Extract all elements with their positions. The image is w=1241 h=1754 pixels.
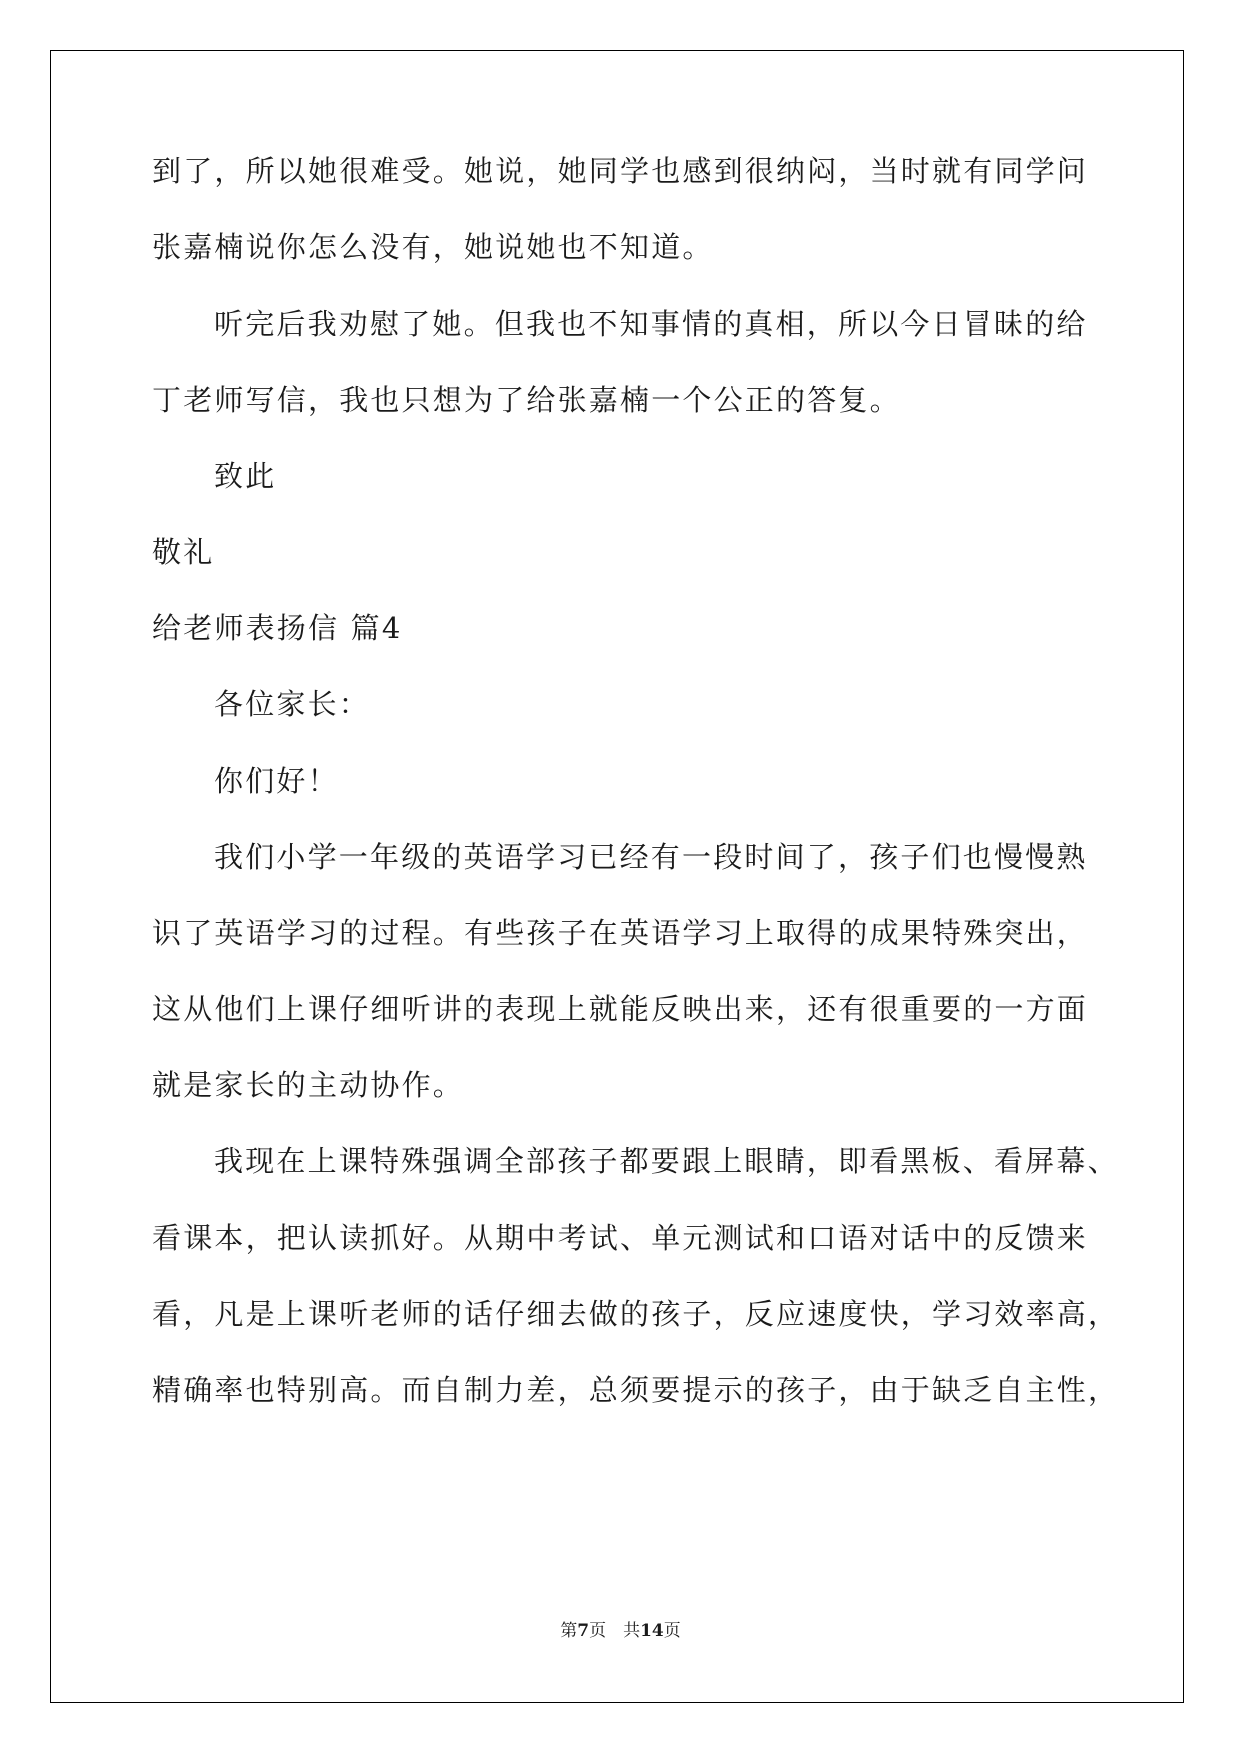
body-line: 就是家长的主动协作。 [152, 1068, 465, 1102]
section-heading: 给老师表扬信 篇4 [152, 611, 403, 645]
page-footer [0, 1620, 1241, 1642]
body-line: 听完后我劝慰了她。但我也不知事情的真相，所以今日冒昧的给 [214, 307, 1088, 341]
greeting-line: 各位家长： [214, 687, 371, 721]
body-line: 看，凡是上课听老师的话仔细去做的孩子，反应速度快，学习效率高， [152, 1297, 1120, 1331]
total-page-number: 14 [640, 1621, 664, 1641]
footer-mid: 页 共 [589, 1621, 641, 1641]
footer-prefix: 第 [560, 1621, 578, 1641]
body-line: 到了，所以她很难受。她说，她同学也感到很纳闷，当时就有同学问 [152, 154, 1089, 188]
page-border [50, 50, 1184, 1703]
body-line: 看课本，把认读抓好。从期中考试、单元测试和口语对话中的反馈来 [152, 1221, 1089, 1255]
closing-line: 致此 [214, 459, 277, 493]
body-line: 张嘉楠说你怎么没有，她说她也不知道。 [152, 230, 714, 264]
body-line: 我们小学一年级的英语学习已经有一段时间了，孩子们也慢慢熟 [214, 840, 1088, 874]
footer-suffix: 页 [663, 1621, 681, 1641]
body-line: 这从他们上课仔细听讲的表现上就能反映出来，还有很重要的一方面 [152, 992, 1089, 1026]
body-line: 丁老师写信，我也只想为了给张嘉楠一个公正的答复。 [152, 383, 901, 417]
current-page-number: 7 [577, 1621, 590, 1641]
body-line: 精确率也特别高。而自制力差，总须要提示的孩子，由于缺乏自主性， [152, 1373, 1120, 1407]
body-line: 我现在上课特殊强调全部孩子都要跟上眼睛，即看黑板、看屏幕、 [214, 1144, 1119, 1178]
body-line: 识了英语学习的过程。有些孩子在英语学习上取得的成果特殊突出， [152, 916, 1089, 950]
greeting-line: 你们好！ [214, 764, 339, 798]
salutation-line: 敬礼 [152, 535, 215, 569]
